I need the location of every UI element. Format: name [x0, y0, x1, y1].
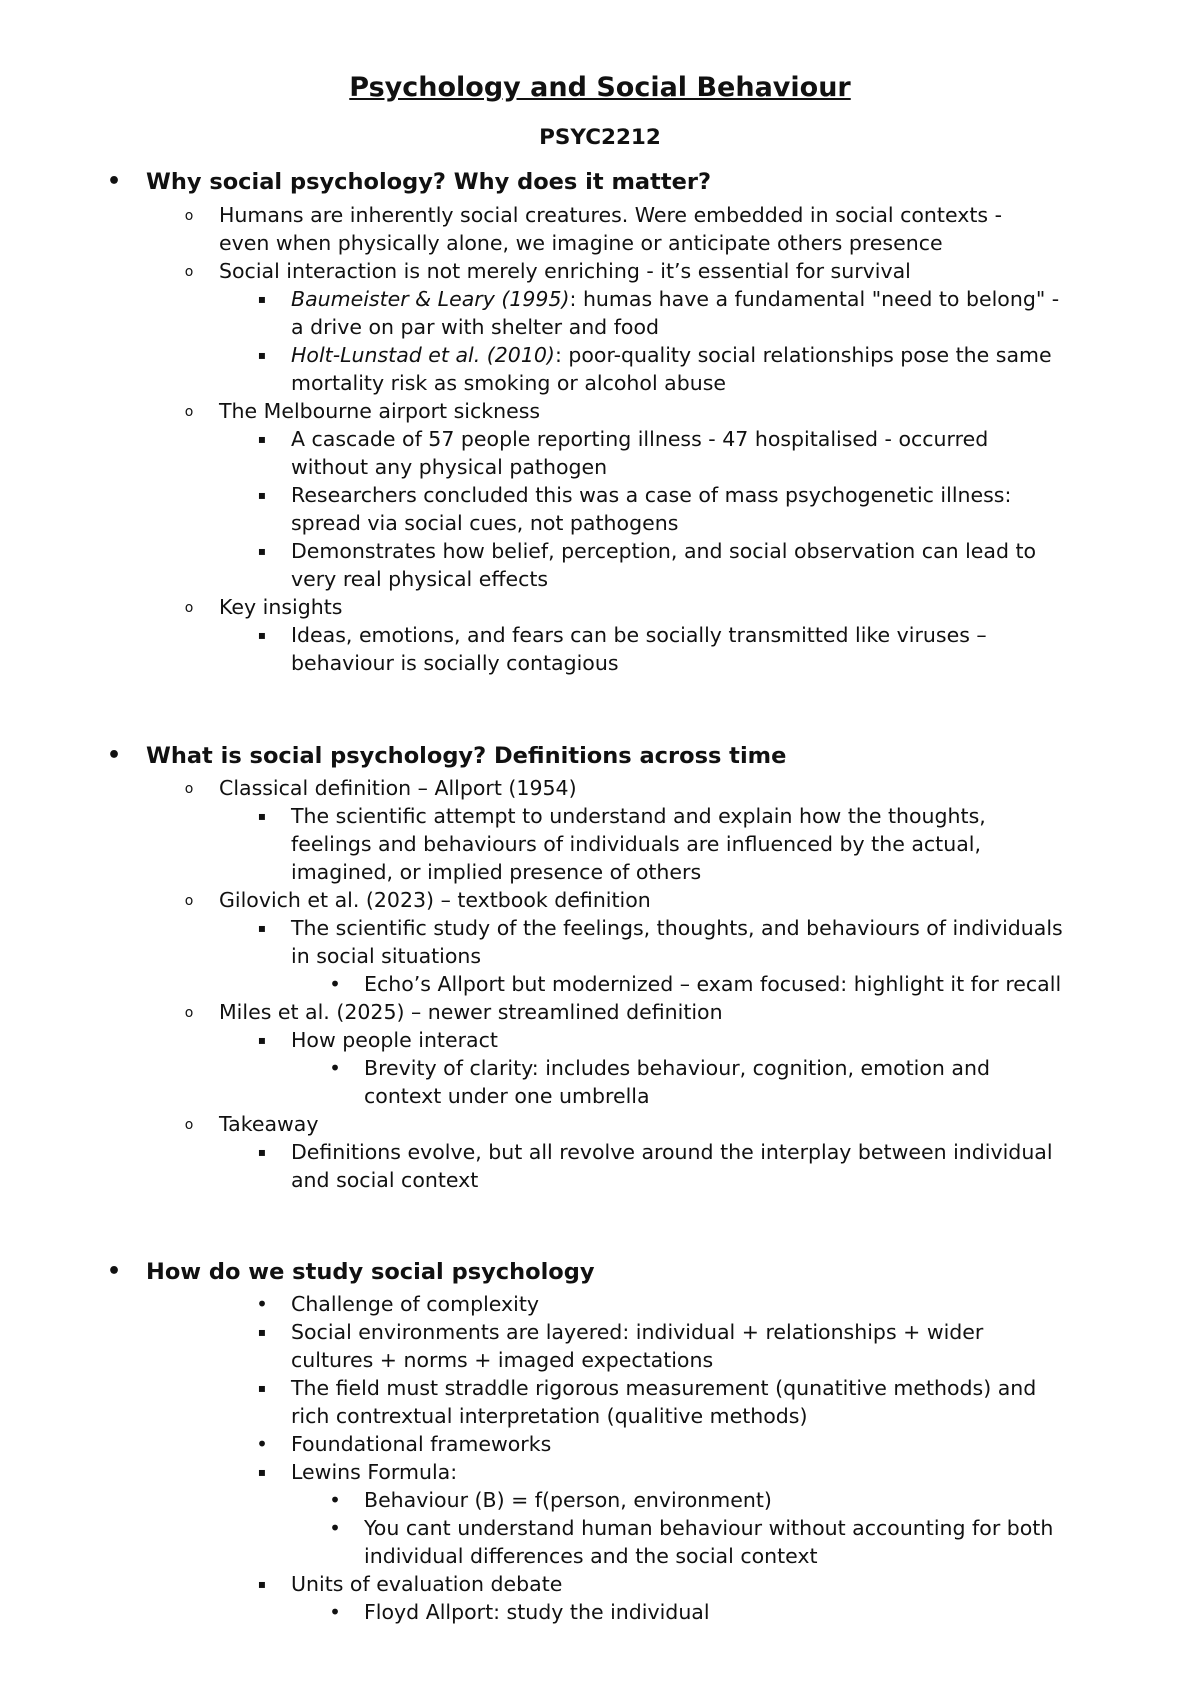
bullet-marker: • [329, 972, 341, 996]
list-item-text [291, 285, 1059, 313]
list-item-text: Humans are inherently social creatures. Were embedded in social contexts - [219, 203, 1002, 227]
bullet-marker: ▪ [257, 1381, 267, 1395]
bullet-marker: ▪ [257, 1325, 267, 1339]
bullet-marker: ▪ [257, 1033, 267, 1047]
bullet-marker: • [329, 1516, 341, 1540]
list-item-text: The Melbourne airport sickness [219, 399, 541, 423]
heading-text: Why social psychology? Why does it matter? [146, 169, 712, 195]
bullet-marker: • [329, 1056, 341, 1080]
list-item-text: very real physical effects [291, 567, 549, 591]
bullet-marker: • [107, 743, 122, 768]
list-item-text: Units of evaluation debate [291, 1572, 563, 1596]
list-item-text: in social situations [291, 944, 482, 968]
list-item-text: Brevity of clarity: includes behaviour, cognition, emotion and [364, 1056, 990, 1080]
list-item-text [291, 341, 1052, 369]
bullet-marker: ▪ [257, 1577, 267, 1591]
bullet-marker: • [329, 1488, 341, 1512]
list-item-text: Gilovich et al. (2023) – textbook definition [219, 888, 651, 912]
heading-text: What is social psychology? Definitions across time [146, 743, 787, 769]
list-item-text: context under one umbrella [364, 1084, 650, 1108]
list-item-text: Foundational frameworks [291, 1432, 552, 1456]
list-item-text: without any physical pathogen [291, 455, 608, 479]
bullet-marker: ▪ [257, 921, 267, 935]
list-item-text: The scientific study of the feelings, thoughts, and behaviours of individuals [291, 916, 1063, 940]
citation-rest: : poor-quality social relationships pose the same [554, 343, 1052, 367]
bullet-marker: • [329, 1600, 341, 1624]
list-item-text: The field must straddle rigorous measurement (qunatitive methods) and [291, 1376, 1037, 1400]
list-item-text: A cascade of 57 people reporting illness - 47 hospitalised - occurred [291, 427, 989, 451]
list-item-text: Echo’s Allport but modernized – exam focused: highlight it for recall [364, 972, 1062, 996]
bullet-marker: o [184, 208, 194, 224]
citation-text: Holt-Lunstad et al. (2010) [291, 343, 555, 367]
bullet-marker: o [184, 1005, 194, 1021]
list-item-text: Ideas, emotions, and fears can be socially transmitted like viruses – [291, 623, 987, 647]
bullet-marker: • [256, 1432, 268, 1456]
list-item-text: feelings and behaviours of individuals are influenced by the actual, [291, 832, 981, 856]
bullet-marker: o [184, 893, 194, 909]
list-item-text: You cant understand human behaviour without accounting for both [364, 1516, 1054, 1540]
bullet-marker: ▪ [257, 432, 267, 446]
bullet-marker: ▪ [257, 809, 267, 823]
bullet-marker: ▪ [257, 1465, 267, 1479]
bullet-marker: o [184, 600, 194, 616]
list-item-text: Definitions evolve, but all revolve around the interplay between individual [291, 1140, 1053, 1164]
list-item-text: imagined, or implied presence of others [291, 860, 702, 884]
list-item-text: Behaviour (B) = f(person, environment) [364, 1488, 772, 1512]
bullet-marker: • [107, 1259, 122, 1284]
citation-text: Baumeister & Leary (1995) [291, 287, 570, 311]
list-item-text: Miles et al. (2025) – newer streamlined definition [219, 1000, 723, 1024]
list-item-text: behaviour is socially contagious [291, 651, 619, 675]
bullet-marker: o [184, 404, 194, 420]
list-item-text: Lewins Formula: [291, 1460, 458, 1484]
bullet-marker: ▪ [257, 488, 267, 502]
heading-text: How do we study social psychology [146, 1259, 595, 1285]
list-item-text: Researchers concluded this was a case of mass psychogenetic illness: [291, 483, 1012, 507]
list-item-text: Key insights [219, 595, 343, 619]
course-code: PSYC2212 [539, 125, 661, 150]
list-item-text: a drive on par with shelter and food [291, 315, 660, 339]
list-item-text: Takeaway [219, 1112, 319, 1136]
list-item-text: Demonstrates how belief, perception, and social observation can lead to [291, 539, 1037, 563]
citation-rest: : humas have a fundamental "need to belong" - [569, 287, 1060, 311]
list-item-text: The scientific attempt to understand and explain how the thoughts, [291, 804, 986, 828]
bullet-marker: ▪ [257, 544, 267, 558]
list-item-text: cultures + norms + imaged expectations [291, 1348, 714, 1372]
list-item-text: Social environments are layered: individual + relationships + wider [291, 1320, 984, 1344]
list-item-text: Social interaction is not merely enriching - it’s essential for survival [219, 259, 911, 283]
list-item-text: Floyd Allport: study the individual [364, 1600, 710, 1624]
bullet-marker: o [184, 264, 194, 280]
bullet-marker: o [184, 1117, 194, 1133]
bullet-marker: ▪ [257, 292, 267, 306]
list-item-text: even when physically alone, we imagine or anticipate others presence [219, 231, 943, 255]
document-title: Psychology and Social Behaviour [349, 72, 851, 103]
bullet-marker: ▪ [257, 1145, 267, 1159]
list-item-text: spread via social cues, not pathogens [291, 511, 679, 535]
bullet-marker: o [184, 781, 194, 797]
list-item-text: Challenge of complexity [291, 1292, 540, 1316]
list-item-text: Classical definition – Allport (1954) [219, 776, 577, 800]
bullet-marker: • [256, 1292, 268, 1316]
list-item-text: and social context [291, 1168, 479, 1192]
list-item-text: individual differences and the social context [364, 1544, 818, 1568]
bullet-marker: ▪ [257, 628, 267, 642]
bullet-marker: ▪ [257, 348, 267, 362]
list-item-text: How people interact [291, 1028, 498, 1052]
list-item-text: mortality risk as smoking or alcohol abuse [291, 371, 727, 395]
list-item-text: rich contrextual interpretation (qualitive methods) [291, 1404, 808, 1428]
bullet-marker: • [107, 169, 122, 194]
